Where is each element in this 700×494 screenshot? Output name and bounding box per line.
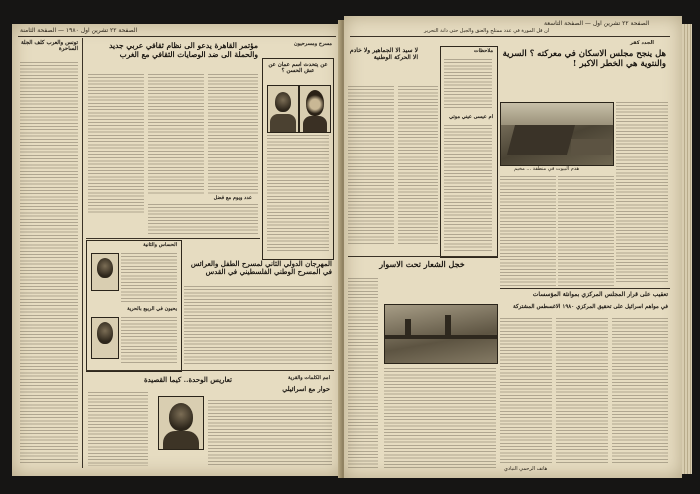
notes-heading: ملاحظات: [473, 48, 493, 54]
article-text: [208, 74, 258, 194]
portrait-heading-1: الحساس والثانية: [143, 242, 177, 248]
bottom-headline: تعاريس الوحدة.. كيما القصيدة: [143, 375, 232, 384]
section-title: مسرح ومسرحيون: [293, 41, 332, 47]
left-column-title: تونس والعرب كلف الجلة الساحرة: [20, 40, 78, 53]
portrait-heading-2: يحيون في الربيع بالحرية: [127, 306, 177, 312]
bottom-headline: تعقيب على قرار المجلس المركزي بموانئة المؤسسات: [532, 291, 668, 298]
byline: هاتف الرحمي النيادي: [504, 466, 548, 472]
newspaper-spread: [8, 14, 692, 480]
demolition-photo: [500, 102, 614, 166]
notes-box: [440, 46, 498, 258]
left-page-header: الصفحة ٢٢ تشرين اول ١٩٨٠ — الصفحة الثامنة: [20, 27, 138, 34]
bottom-text: [208, 400, 332, 466]
notes-text: [444, 125, 492, 251]
article-text: [348, 278, 378, 468]
portrait-text: [121, 253, 177, 303]
bottom-rule: [86, 370, 334, 371]
notes-text: [444, 59, 492, 109]
article-text: [88, 74, 144, 214]
section-rule: [86, 238, 260, 239]
mid-heading: عدد ويوم مع فضل: [213, 195, 252, 201]
section-label: الجدد كفر: [630, 40, 655, 46]
section-rule: [348, 256, 498, 257]
right-page: [344, 16, 682, 478]
article-text: [148, 74, 204, 194]
article-text: [500, 176, 556, 286]
column-divider: [82, 38, 83, 468]
left-column-text: [20, 62, 78, 464]
header-rule: [350, 36, 670, 37]
photo-caption: هدم البيوت في منطقة ... مخيم: [514, 166, 580, 172]
portrait-2: [91, 317, 119, 359]
left-page: [12, 24, 342, 476]
page-edges: [682, 24, 692, 474]
article-text: [148, 204, 258, 234]
article-text: [398, 86, 438, 246]
box-question: عن يتحدث اسم عمان عن عش الحسن ؟: [268, 62, 328, 75]
wall-photo: [384, 304, 498, 364]
bottom-text: [88, 392, 148, 466]
mid-headline: لا سيد الا الجماهير ولا خادم الا الحركة الوطنية: [349, 47, 418, 61]
header-rule: [18, 36, 336, 37]
theatre-headline: المهرجان الدولي الثاني لمسرح الطفل والعرائس في المسرح الوطني الفلسطيني في القدس: [190, 259, 332, 277]
notes-subheading: ام عيسى عيني موتي: [449, 114, 493, 120]
poet-portrait: [158, 396, 204, 450]
bottom-headline-2: حوار مع اسرائيلي: [282, 385, 330, 393]
portrait-woman: [299, 85, 331, 133]
article-text: [612, 318, 668, 464]
portrait-column: [86, 240, 182, 372]
portrait-text: [121, 317, 177, 365]
bottom-subheadline: في مواهم اسرائيل على تحقيق المركزي ١٩٨٠ الاغسطس المشتركة: [513, 304, 668, 310]
section-rule: [500, 288, 670, 289]
article-text: [348, 86, 394, 246]
interview-box: [262, 58, 334, 260]
wall-headline: خجل الشعار تحت الاسوار: [379, 259, 465, 269]
article-text: [616, 102, 668, 282]
header-note: ان قل المورة في عدد ممتلح والعنق والجيل حتى دانة التحرير: [424, 28, 550, 34]
right-page-header: الصفحة ٢٢ تشرين اول — الصفحة التاسعة: [544, 20, 650, 27]
theatre-text: [184, 286, 332, 366]
article-text: [558, 176, 614, 286]
portrait-man: [267, 85, 299, 133]
portrait-1: [91, 253, 119, 291]
article-text: [500, 318, 552, 464]
bottom-small-heading: امم الكلمات والقرية: [287, 375, 330, 381]
article-text: [556, 318, 608, 464]
article-text: [384, 368, 496, 468]
main-headline: هل ينجح مجلس الاسكان في معركته ؟ السرية والنتوية هي الخطر الاكبر !: [502, 49, 666, 69]
main-headline: مؤتمر القاهرة يدعو الى نظام ثقافي عربي جديد والحملة الى ضد الوصايات الثقافي مع الغرب: [109, 41, 258, 59]
box-text: [267, 135, 329, 253]
